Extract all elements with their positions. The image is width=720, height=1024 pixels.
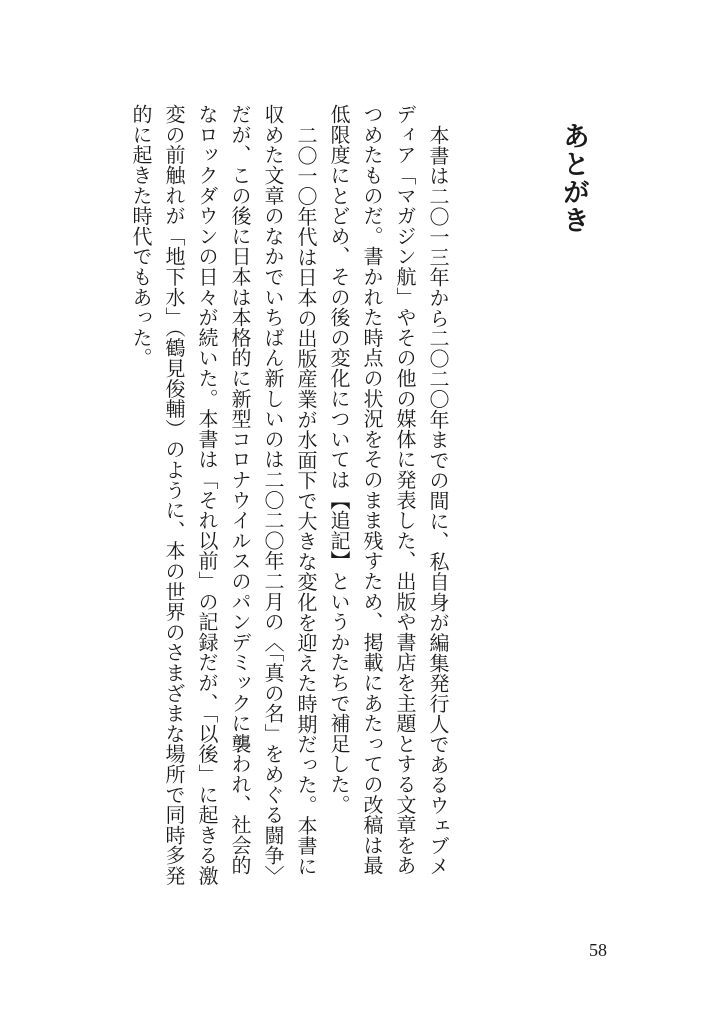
text-line: だが、この後に日本は本格的に新型コロナウイルスのパンデミックに襲われ、社会的 bbox=[228, 104, 252, 876]
body-text bbox=[124, 104, 454, 886]
text-line: 低限度にとどめ、その後の変化については【追記】というかたちで補足した。 bbox=[327, 104, 351, 815]
text-line: 収めた文章のなかでいちばん新しいのは二〇二〇年二月の〈「真の名」をめぐる闘争〉 bbox=[261, 104, 285, 886]
page-number: 58 bbox=[589, 940, 607, 960]
text-line: 二〇一〇年代は日本の出版産業が水面下で大きな変化を迎えた時期だった。本書に bbox=[294, 125, 318, 877]
text-line: 本書は二〇一三年から二〇二〇年までの間に、私自身が編集発行人であるウェブメ bbox=[426, 125, 450, 877]
text-line: ディア「マガジン航」やその他の媒体に発表した、出版や書店を主題とする文章をあ bbox=[393, 104, 417, 876]
page-title: あとがき bbox=[558, 122, 589, 234]
text-line: 変の前触れが「地下水」（鶴見俊輔）のように、本の世界のさまざまな場所で同時多発 bbox=[162, 104, 186, 886]
text-line: つめたものだ。書かれた時点の状況をそのまま残すため、掲載にあたっての改稿は最 bbox=[360, 104, 384, 876]
text-line: なロックダウンの日々が続いた。本書は「それ以前」の記録だが、「以後」に起きる激 bbox=[195, 104, 219, 886]
text-line: 的に起きた時代でもあった。 bbox=[129, 104, 153, 368]
